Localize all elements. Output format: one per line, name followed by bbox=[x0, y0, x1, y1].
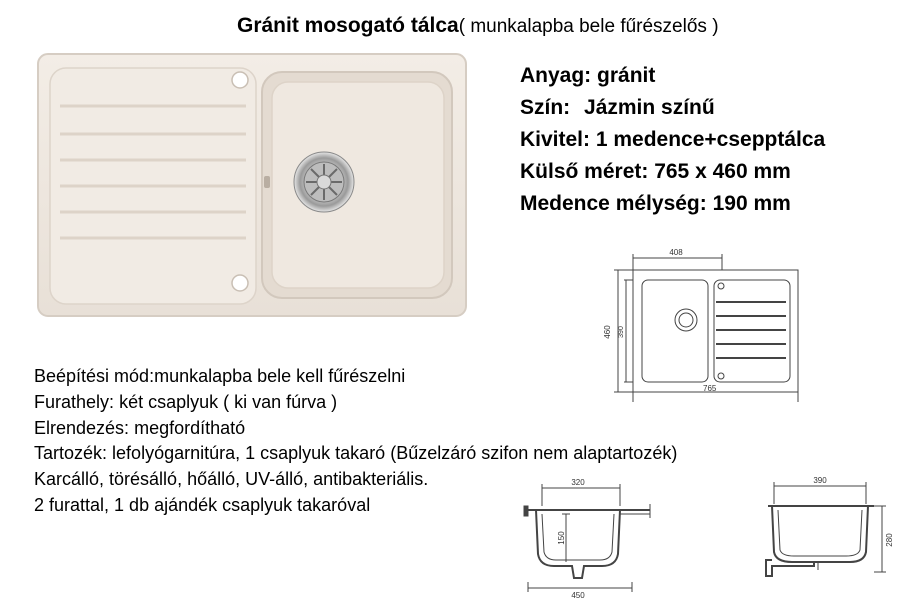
desc-installation: Beépítési mód:munkalapba bele kell fűrészelni bbox=[34, 366, 406, 386]
title-main: Gránit mosogató tálca bbox=[237, 14, 459, 37]
dim-390-end: 390 bbox=[813, 476, 827, 485]
dim-450: 450 bbox=[571, 591, 585, 600]
dim-408: 408 bbox=[669, 248, 683, 257]
overflow bbox=[264, 176, 270, 188]
end-view-drawing bbox=[752, 474, 898, 578]
desc-layout: Elrendezés: megfordítható bbox=[34, 417, 246, 438]
dim-460: 460 bbox=[603, 325, 612, 339]
sink-photo bbox=[36, 52, 468, 318]
spec-design: Kivitel: 1 medence+csepptálca bbox=[520, 128, 826, 151]
spec-color: Szín: Jázmin színű bbox=[520, 96, 715, 119]
spec-material: Anyag: gránit bbox=[520, 64, 656, 87]
dim-150: 150 bbox=[557, 531, 566, 545]
spec-list bbox=[520, 60, 825, 220]
tap-hole-bottom bbox=[232, 275, 248, 291]
spec-outer-size: Külső méret: 765 x 460 mm bbox=[520, 160, 791, 183]
dim-390: 390 bbox=[618, 326, 625, 338]
spec-basin-depth: Medence mélység: 190 mm bbox=[520, 192, 791, 215]
tap-hole-top bbox=[232, 72, 248, 88]
dim-765: 765 bbox=[703, 384, 717, 393]
page-title bbox=[237, 14, 719, 38]
desc-gift: 2 furattal, 1 db ajándék csaplyuk takaróval bbox=[34, 494, 371, 515]
title-sub: ( munkalapba bele fűrészelős ) bbox=[458, 16, 719, 37]
dim-320: 320 bbox=[571, 478, 585, 487]
desc-accessories: Tartozék: lefolyógarnitúra, 1 csaplyuk takaró (Bűzelzáró szifon nem alaptartozék) bbox=[34, 443, 678, 464]
side-view-drawing bbox=[520, 474, 652, 600]
dim-280: 280 bbox=[885, 533, 894, 547]
desc-properties: Karcálló, törésálló, hőálló, UV-álló, antibakteriális. bbox=[34, 469, 429, 490]
desc-tap-holes: Furathely: két csaplyuk ( ki van fúrva ) bbox=[34, 391, 338, 412]
